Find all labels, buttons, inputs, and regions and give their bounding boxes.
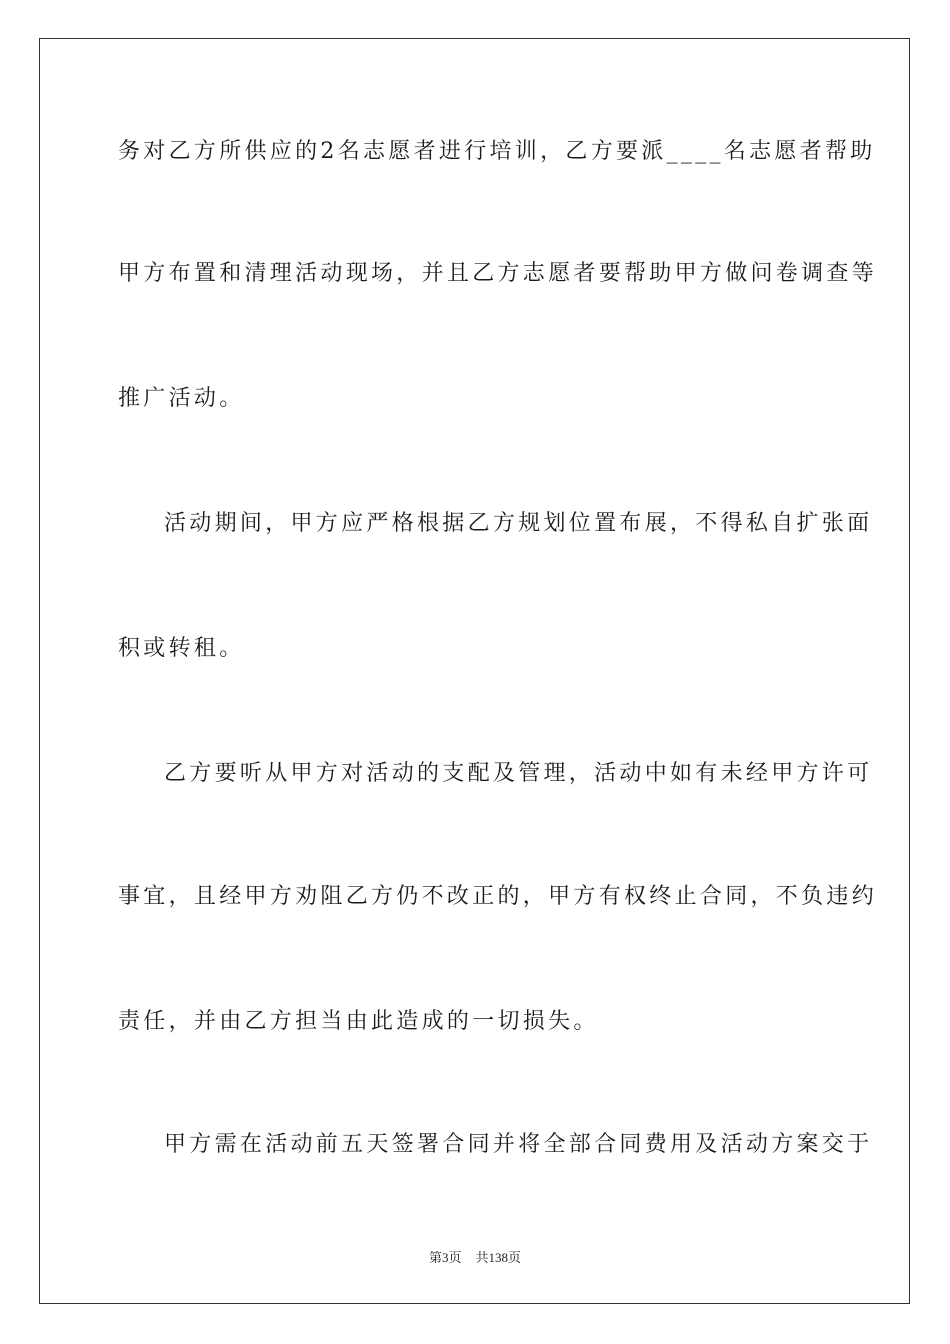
page-border — [39, 38, 910, 1304]
text-line: 推广活动。 — [118, 386, 245, 411]
paragraph-start-line: 活动期间，甲方应严格根据乙方规划位置布展，不得私自扩张面 — [164, 511, 873, 536]
text-line: 甲方布置和清理活动现场，并且乙方志愿者要帮助甲方做问卷调查等 — [118, 261, 878, 286]
page-footer — [0, 1247, 950, 1266]
text-line: 务对乙方所供应的2名志愿者进行培训，乙方要派____名志愿者帮助 — [118, 139, 876, 164]
paragraph-start-line: 乙方要听从甲方对活动的支配及管理，活动中如有未经甲方许可 — [164, 761, 873, 786]
text-line: 责任，并由乙方担当由此造成的一切损失。 — [118, 1009, 599, 1034]
page-number: 第3页 — [428, 1250, 462, 1265]
text-line: 积或转租。 — [118, 636, 245, 661]
paragraph-start-line: 甲方需在活动前五天签署合同并将全部合同费用及活动方案交于 — [164, 1132, 873, 1157]
text-line: 事宜，且经甲方劝阻乙方仍不改正的，甲方有权终止合同，不负违约 — [118, 884, 878, 909]
page-total: 共138页 — [475, 1250, 522, 1265]
